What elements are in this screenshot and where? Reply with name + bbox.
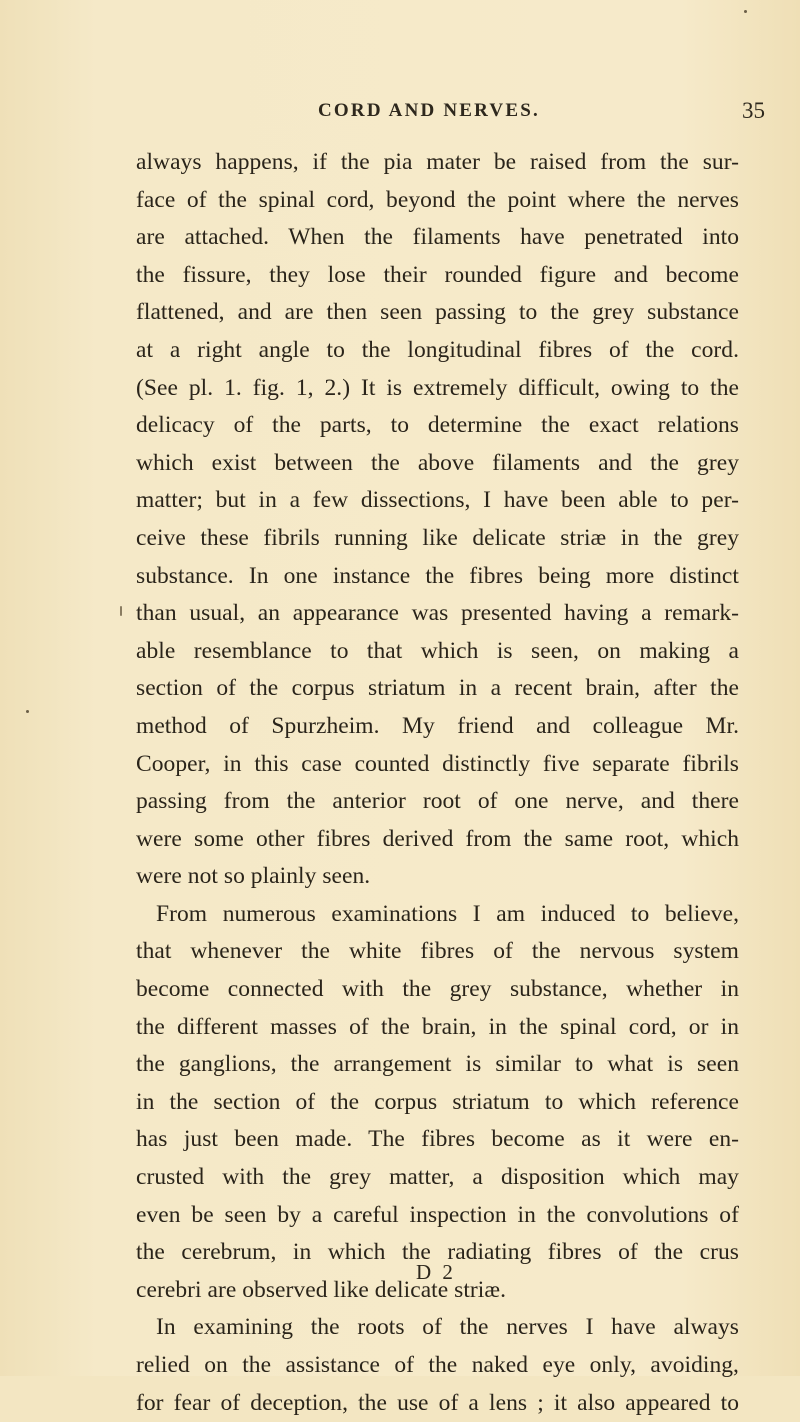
- paper-speck: [120, 606, 122, 616]
- text-line: From numerous examinations I am induced to believe,: [156, 900, 739, 927]
- running-head: CORD AND NERVES.: [318, 100, 540, 121]
- text-line: in the section of the corpus striatum to which reference: [136, 1088, 739, 1115]
- text-line: has just been made. The fibres become as it were en-: [136, 1126, 739, 1153]
- text-line: ceive these fibrils running like delicate striæ in the grey: [136, 524, 739, 551]
- text-line: the ganglions, the arrangement is similar to what is seen: [136, 1051, 739, 1078]
- text-line: that whenever the white fibres of the nervous system: [136, 938, 739, 965]
- paper-speck: [744, 10, 747, 13]
- text-line: face of the spinal cord, beyond the point where the nerves: [136, 186, 739, 213]
- text-line: are attached. When the filaments have penetrated into: [136, 224, 739, 251]
- text-line: Cooper, in this case counted distinctly five separate fibrils: [136, 750, 739, 777]
- text-line: than usual, an appearance was presented having a remark-: [136, 600, 739, 627]
- text-line: the fissure, they lose their rounded figure and become: [136, 261, 739, 288]
- text-line: (See pl. 1. fig. 1, 2.) It is extremely difficult, owing to the: [136, 374, 739, 401]
- text-line: substance. In one instance the fibres being more distinct: [136, 562, 739, 589]
- text-line: always happens, if the pia mater be raised from the sur-: [136, 149, 739, 175]
- text-line: able resemblance to that which is seen, on making a: [136, 637, 739, 664]
- signature-mark: D 2: [416, 1260, 456, 1284]
- text-line: method of Spurzheim. My friend and colleague Mr.: [136, 712, 739, 739]
- text-line: become connected with the grey substance, whether in: [136, 976, 739, 1003]
- text-line: were some other fibres derived from the same root, which: [136, 825, 739, 852]
- text-line: passing from the anterior root of one nerve, and there: [136, 788, 739, 815]
- page-number: 35: [742, 98, 765, 123]
- text-line: delicacy of the parts, to determine the exact relations: [136, 412, 739, 439]
- text-line: In examining the roots of the nerves I have always: [156, 1314, 739, 1341]
- text-line: at a right angle to the longitudinal fibres of the cord.: [136, 336, 739, 363]
- text-line: cerebri are observed like delicate striæ.: [136, 1276, 507, 1303]
- body-text: [136, 144, 739, 1422]
- paper-speck: [26, 710, 29, 713]
- page-header: [0, 98, 800, 128]
- text-line: which exist between the above filaments and the grey: [136, 449, 739, 476]
- text-line: even be seen by a careful inspection in the convolutions of: [136, 1201, 739, 1228]
- text-line: matter; but in a few dissections, I have been able to per-: [136, 487, 739, 514]
- text-line: flattened, and are then seen passing to the grey substance: [136, 299, 739, 326]
- text-line: were not so plainly seen.: [136, 863, 371, 890]
- text-line: section of the corpus striatum in a recent brain, after the: [136, 675, 739, 702]
- text-line: relied on the assistance of the naked eye only, avoiding,: [136, 1352, 739, 1378]
- text-line: the cerebrum, in which the radiating fibres of the crus: [136, 1239, 739, 1266]
- text-line: for fear of deception, the use of a lens ; it also appeared to: [136, 1389, 739, 1416]
- text-line: the different masses of the brain, in the spinal cord, or in: [136, 1013, 739, 1040]
- text-line: crusted with the grey matter, a disposition which may: [136, 1164, 739, 1191]
